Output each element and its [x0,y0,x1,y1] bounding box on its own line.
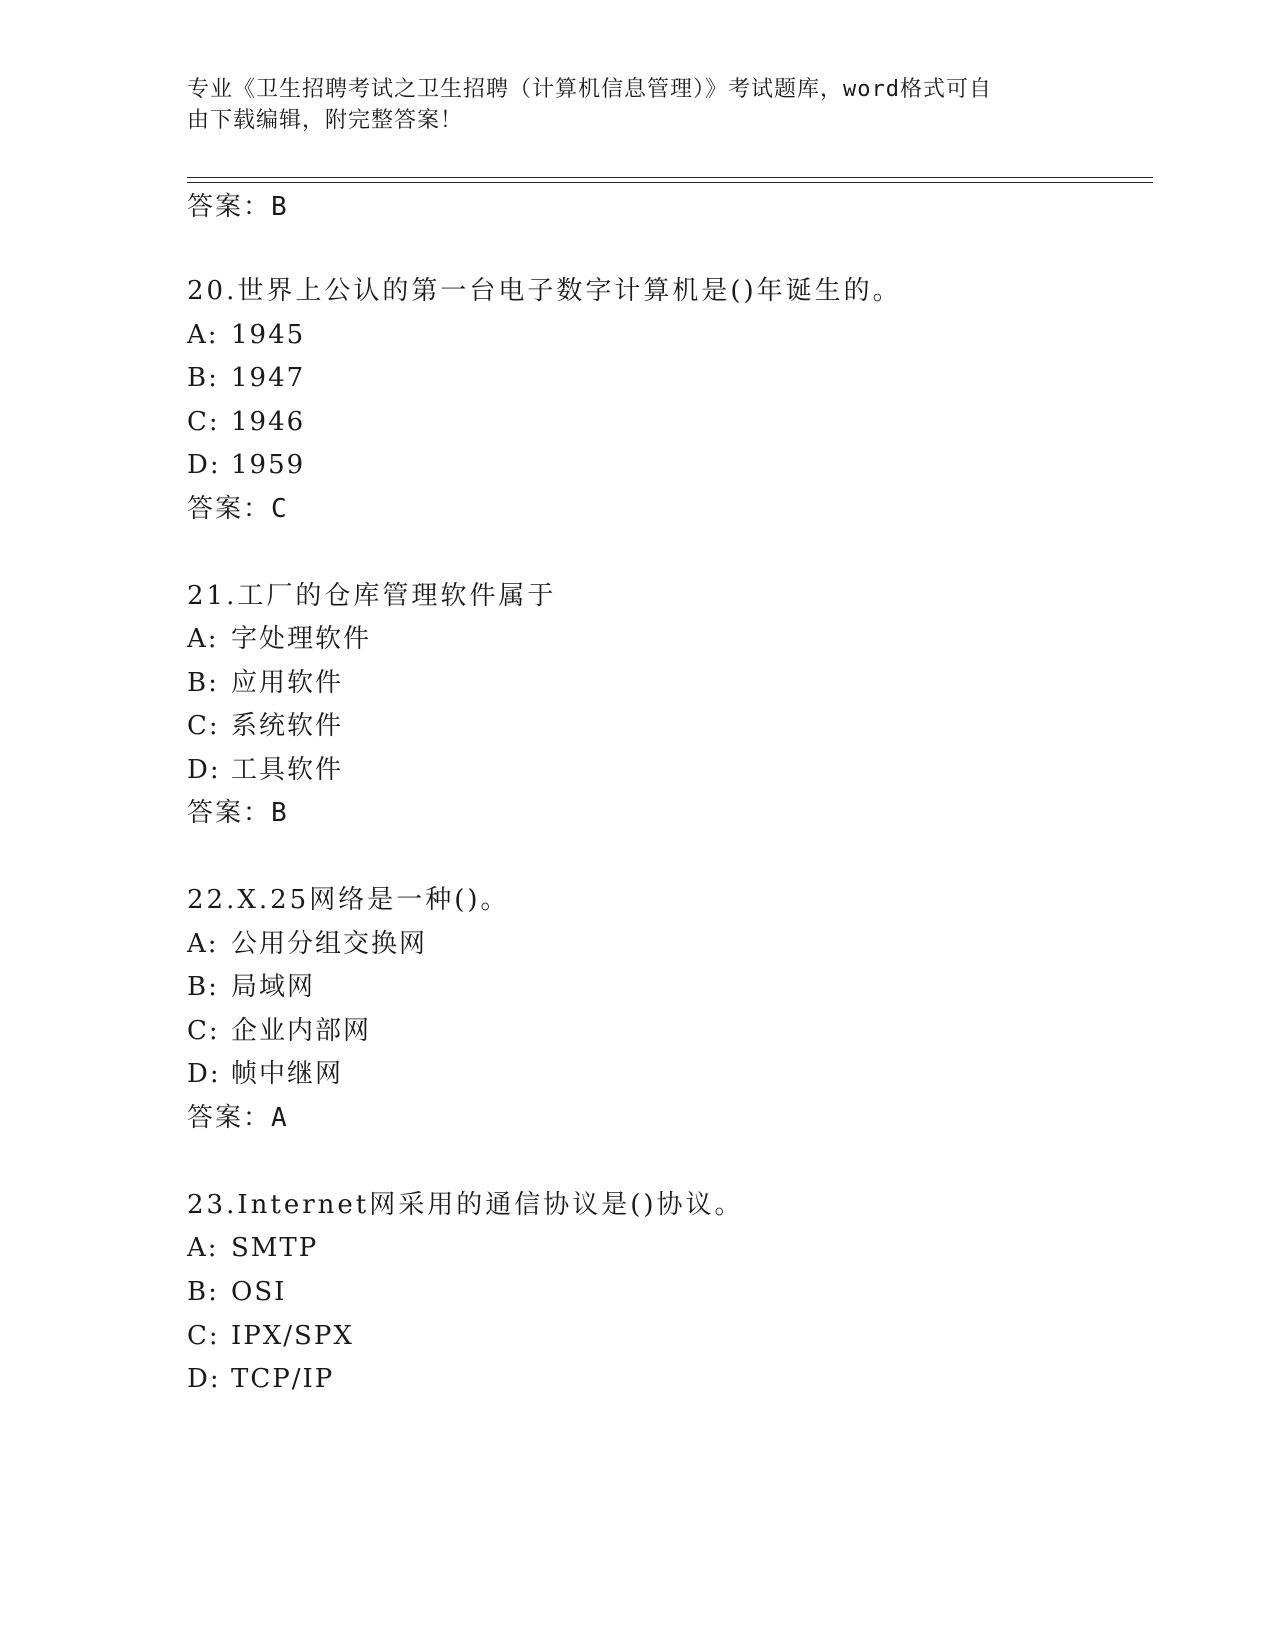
question-20-option-b [187,362,305,394]
option-key: C: [187,1321,220,1351]
option-text: OSI [231,1277,287,1307]
option-text: 字处理软件 [231,624,372,654]
question-23-option-c [187,1320,354,1352]
option-key: D: [187,1364,221,1394]
option-text: 1946 [231,407,306,437]
question-22-option-a [187,928,427,960]
option-key: A: [187,624,219,654]
question-23-option-b [187,1276,286,1308]
question-20-option-a [187,319,305,351]
question-20-option-d [187,449,305,481]
option-key: C: [187,1016,220,1046]
header-line-2: 由下载编辑，附完整答案！ [187,108,464,133]
question-22-option-c [187,1015,371,1047]
option-key: B: [187,668,219,698]
header-divider-bottom [187,182,1153,183]
option-text: SMTP [231,1233,319,1263]
option-key: D: [187,450,221,480]
option-text: 工具软件 [231,755,344,785]
question-20: 20.世界上公认的第一台电子数字计算机是()年诞生的。 [187,276,902,306]
header-divider-top [187,177,1153,178]
question-23-option-d [187,1363,334,1395]
question-21-answer: 答案：B [187,798,289,828]
option-key: B: [187,363,219,393]
question-20-answer: 答案：C [187,494,289,524]
header-line-1: 专业《卫生招聘考试之卫生招聘（计算机信息管理）》考试题库，word格式可自 [187,77,992,102]
option-text: IPX/SPX [231,1321,354,1351]
option-key: A: [187,320,219,350]
option-text: 帧中继网 [231,1059,344,1089]
question-22-answer: 答案：A [187,1103,289,1133]
option-key: A: [187,1233,219,1263]
option-text: 1945 [231,320,306,350]
question-21: 21.工厂的仓库管理软件属于 [187,581,557,611]
question-22-option-d [187,1058,343,1090]
option-key: C: [187,711,220,741]
option-text: 1947 [231,363,306,393]
option-key: D: [187,1059,221,1089]
answer-previous-question: 答案：B [187,192,289,222]
option-text: TCP/IP [231,1364,335,1394]
option-key: B: [187,1277,219,1307]
option-text: 应用软件 [231,668,344,698]
question-23: 23.Internet网采用的通信协议是()协议。 [187,1190,744,1220]
option-text: 1959 [231,450,306,480]
document-header [187,74,1067,136]
question-21-option-c [187,710,343,742]
option-text: 公用分组交换网 [231,929,428,959]
question-21-option-a [187,623,371,655]
option-text: 系统软件 [231,711,344,741]
option-key: B: [187,972,219,1002]
question-21-option-d [187,754,343,786]
question-23-option-a [187,1232,318,1264]
option-key: D: [187,755,221,785]
option-key: C: [187,407,220,437]
question-21-option-b [187,667,343,699]
option-text: 局域网 [231,972,316,1002]
option-text: 企业内部网 [231,1016,372,1046]
question-22-option-b [187,971,315,1003]
question-22: 22.X.25网络是一种()。 [187,885,510,915]
option-key: A: [187,929,219,959]
question-20-option-c [187,406,305,438]
